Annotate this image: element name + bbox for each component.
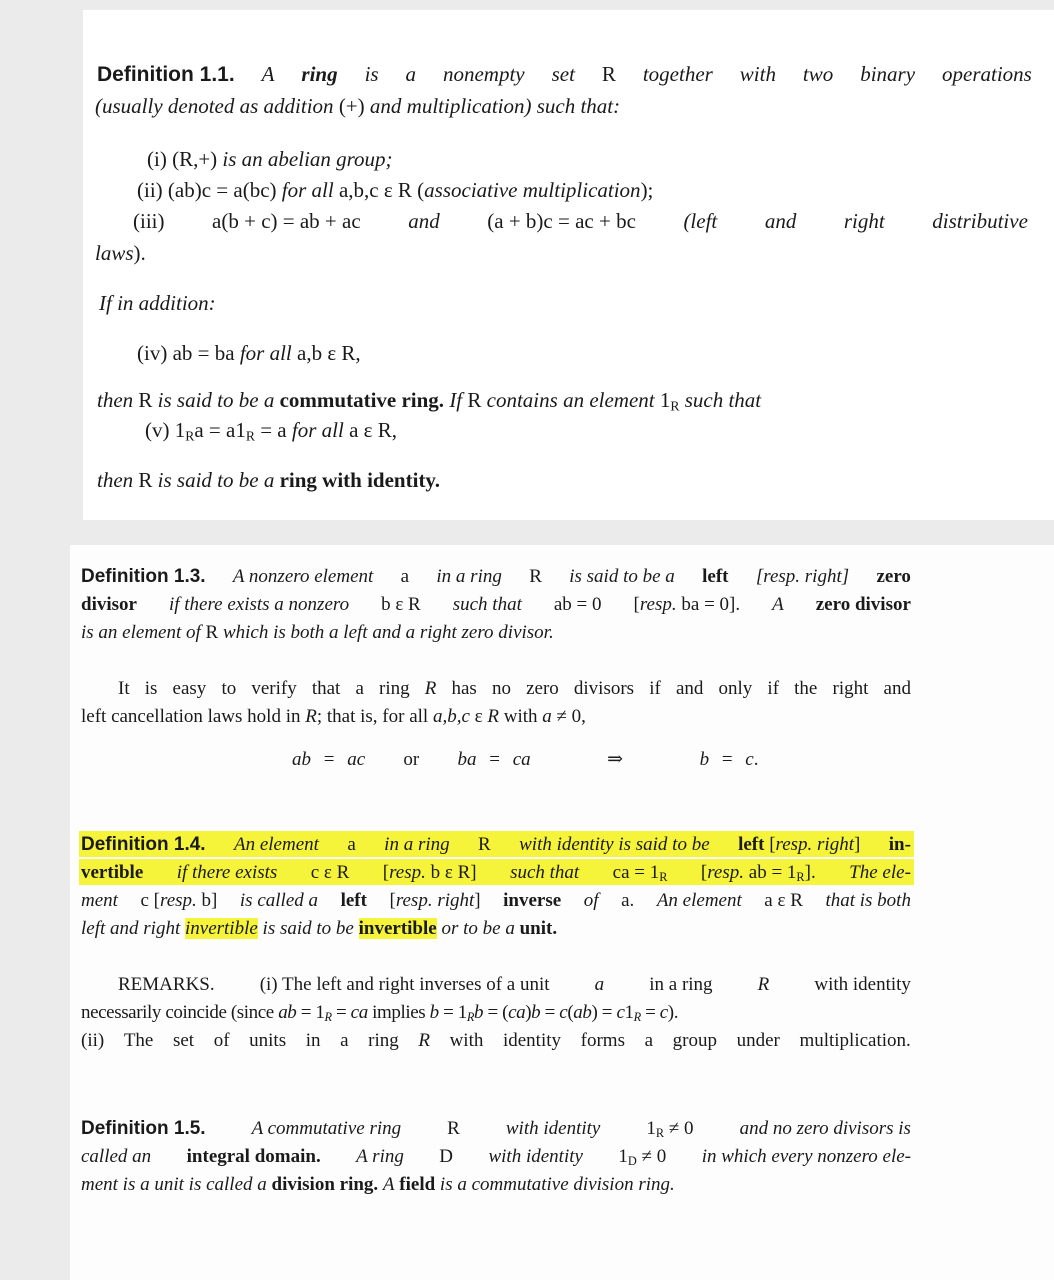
definitions-panel (70, 545, 1054, 1280)
def14-label: Definition 1.4. (81, 834, 206, 855)
def11-item-ii: (ii) (ab)c = a(bc) for all a,b,c ε R (associative multiplication); (137, 178, 654, 202)
def14-line-3: ment c [resp. b] is called a left [resp. right] inverse of a. An element a ε R that is both (81, 890, 911, 911)
def14-line-2: vertible if there exists c ε R [resp. b ε R] such that ca = $1_R$ [resp. ab = $1_R$]. The ele- (81, 862, 911, 885)
def11-item-iv: (iv) ab = ba for all a,b ε R, (137, 341, 361, 365)
def15-line-1: Definition 1.5. A commutative ring R with identity $1_R \ne 0$ and no zero divisors is (81, 1118, 911, 1141)
remarks-line-3: (ii) The set of units in a ring R with identity forms a group under multiplication. (81, 1030, 911, 1051)
def11-then-identity: then R is said to be a ring with identity. (97, 468, 441, 492)
cancel-line-2: left cancellation laws hold in R; that is, for all a,b,c ε R with a ≠ 0, (81, 706, 586, 727)
def11-line-2: (usually denoted as addition (+) and multiplication) such that: (95, 94, 621, 118)
def11-then-commutative: then R is said to be a commutative ring. If R contains an element $1_R$ such that (97, 388, 762, 414)
cancel-line-1: It is easy to verify that a ring R has no zero divisors if and only if the right and (118, 678, 911, 699)
def13-line-2: divisor if there exists a nonzero b ε R such that ab = 0 [resp. ba = 0]. A zero divisor (81, 594, 911, 615)
cancel-formula: ab = ac or ba = ca ⇒ b = c. (292, 749, 759, 770)
def11-item-i: (i) (R,+) is an abelian group; (147, 147, 393, 171)
def13-line-3: is an element of R which is both a left and a right zero divisor. (81, 622, 554, 643)
def14-line-1: Definition 1.4. An element a in a ring R with identity is said to be left [resp. right] in- (81, 834, 911, 855)
def14-line-4: left and right invertible is said to be invertible or to be a unit. (81, 918, 558, 939)
remarks-line-1: REMARKS. (i) The left and right inverses of a unit a in a ring R with identity (118, 974, 911, 995)
def11-line-1: Definition 1.1. A ring is a nonempty set R together with two binary operations (97, 62, 1032, 86)
def13-label: Definition 1.3. (81, 566, 206, 587)
def11-label: Definition 1.1. (97, 63, 235, 86)
def11-item-v: (v) $1_Ra = a1_R = a$ for all a ε R, (145, 418, 397, 444)
def11-if-addition: If in addition: (99, 291, 216, 315)
def15-line-3: ment is a unit is called a division ring. A field is a commutative division ring. (81, 1174, 675, 1195)
definition-1-1-panel (83, 10, 1054, 520)
def15-label: Definition 1.5. (81, 1118, 206, 1139)
def11-item-iii-cont: laws). (95, 241, 146, 265)
def13-line-1: Definition 1.3. A nonzero element a in a ring R is said to be a left [resp. right] zero (81, 566, 911, 587)
def11-item-iii: (iii) a(b + c) = ab + ac and (a + b)c = ac + bc (left and right distributive (133, 209, 1028, 233)
remarks-line-2: necessarily coincide (since ab = $1_R$ = ca implies $b = 1_Rb = (ca)b = c(ab) = c1_R = c$). (81, 1002, 679, 1025)
def15-line-2: called an integral domain. A ring D with identity $1_D \ne 0$ in which every nonzero ele- (81, 1146, 911, 1169)
